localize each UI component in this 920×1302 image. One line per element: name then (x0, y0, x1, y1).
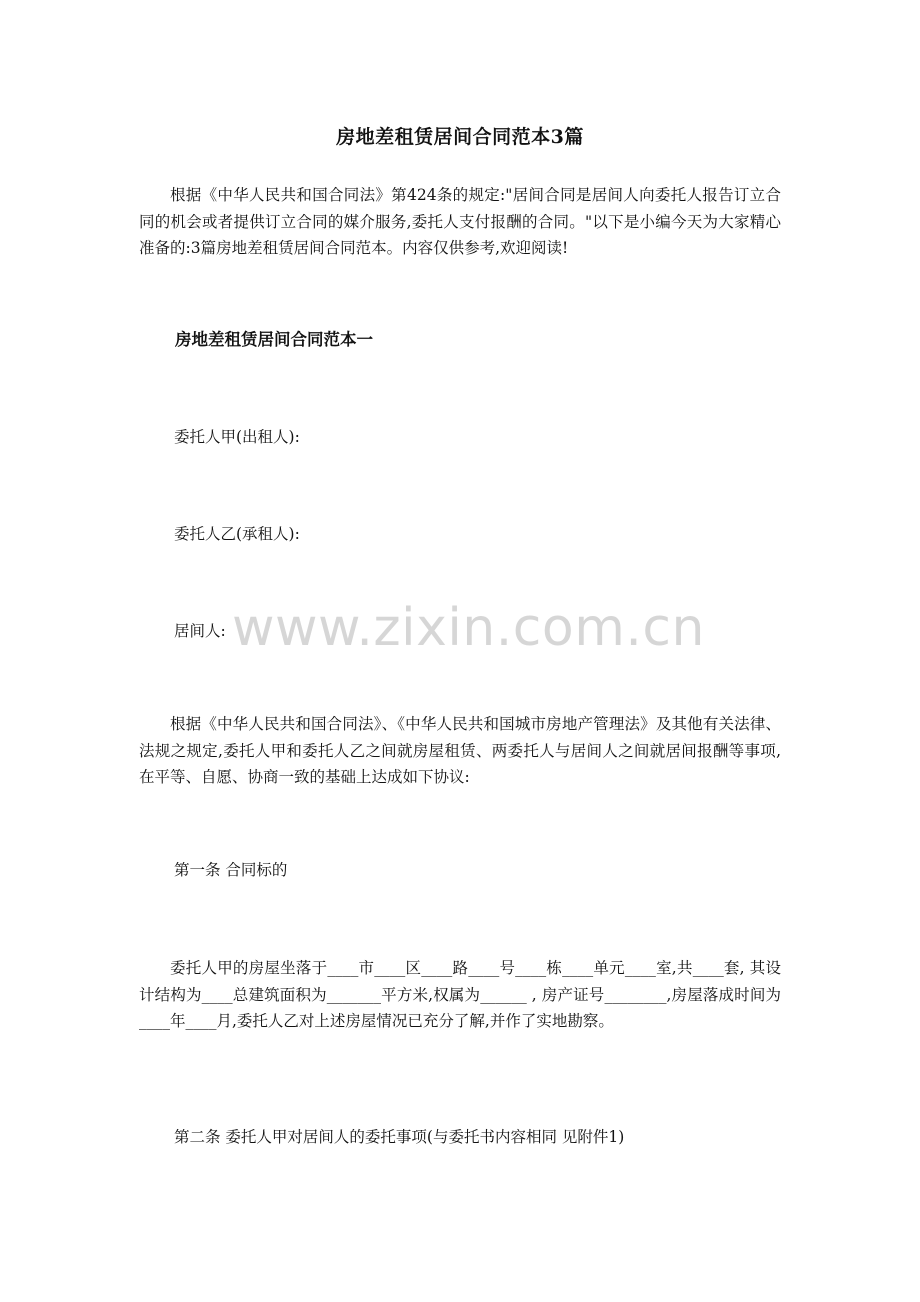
broker-label: 居间人: (174, 622, 226, 640)
watermark: www.zixin.com.cn (232, 598, 705, 658)
article-2-title: 第二条 委托人甲对居间人的委托事项(与委托书内容相同 见附件1) (174, 1128, 625, 1146)
document-title: 房地差租赁居间合同范本3篇 (336, 126, 584, 148)
preamble-paragraph: 根据《中华人民共和国合同法》、《中华人民共和国城市房地产管理法》及其他有关法律、法规之规定,委托人甲和委托人乙之间就房屋租赁、两委托人与居间人之间就居间报酬等事项,在平等、自愿、协商一致的基础上达成如下协议: (139, 715, 781, 786)
intro-paragraph: 根据《中华人民共和国合同法》第424条的规定:"居间合同是居间人向委托人报告订立合同的机会或者提供订立合同的媒介服务,委托人支付报酬的合同。"以下是小编今天为大家精心准备的:3篇房地差租赁居间合同范本。内容仅供参考,欢迎阅读! (139, 186, 781, 257)
section-heading: 房地差租赁居间合同范本一 (175, 330, 373, 349)
article-1-body: 委托人甲的房屋坐落于____市____区____路____号____栋____单元____室,共____套, 其设计结构为____总建筑面积为_______平方米,权属为______ , 房产证号________,房屋落成时间为____年____月,委托人乙对上述房屋情况已充分了解,并作了实地勘察。 (139, 959, 781, 1030)
party-b-label: 委托人乙(承租人): (174, 525, 300, 543)
party-a-label: 委托人甲(出租人): (174, 428, 300, 446)
article-1-title: 第一条 合同标的 (174, 861, 288, 879)
